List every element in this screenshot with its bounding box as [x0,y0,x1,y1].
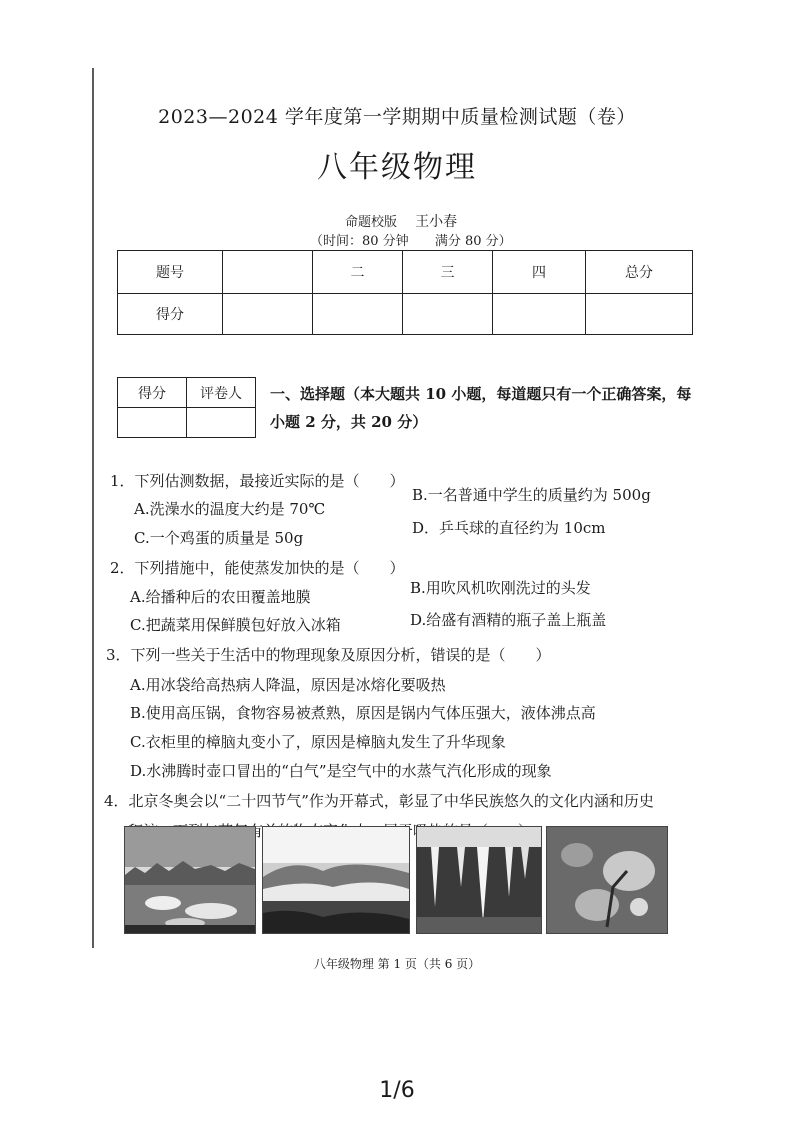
col-header-total: 总分 [586,251,693,294]
score-cell[interactable] [313,294,403,335]
grader-table [117,377,256,438]
q1-option-a: A.洗澡水的温度大约是 70℃ [134,500,326,518]
question-2-stem: 2．下列措施中，能使蒸发加快的是（ ） [110,559,405,577]
q3-option-c: C.衣柜里的樟脑丸变小了，原因是樟脑丸发生了升华现象 [130,733,506,751]
setter-line [345,211,457,231]
q3-option-b: B.使用高压锅，食物容易被煮熟，原因是锅内气体压强大，液体沸点高 [130,704,596,722]
q1-option-d: D．乒乓球的直径约为 10cm [412,519,606,537]
q2-option-a: A.给播种后的农田覆盖地膜 [130,588,311,606]
question-4-stem-line-1: 4．北京冬奥会以“二十四节气”作为开幕式，彰显了中华民族悠久的文化内涵和历史 [104,792,654,810]
q4-photo-frost-leaf [546,826,668,934]
time-info: （时间：80 分钟 [310,234,409,249]
page-indicator: 1/6 [379,1078,415,1103]
row-label-score: 得分 [118,294,223,335]
q3-option-a: A.用冰袋给高热病人降温，原因是冰熔化要吸热 [130,676,446,694]
q2-option-b: B.用吹风机吹刚洗过的头发 [410,579,591,597]
q4-photo-icicles [416,826,542,934]
col-header-3: 三 [403,251,493,294]
q3-option-d: D.水沸腾时壶口冒出的“白气”是空气中的水蒸气汽化形成的现象 [130,762,552,780]
q1-option-c: C.一个鸡蛋的质量是 50g [134,529,304,547]
q4-photo-misty-hills [262,826,410,934]
score-cell[interactable] [493,294,586,335]
grader-score-cell[interactable] [118,408,187,438]
grader-score-label: 得分 [118,378,187,408]
score-cell[interactable] [223,294,313,335]
q4-photo-frozen-lake [124,826,256,934]
score-table-score-row [118,294,693,335]
row-label-question-no: 题号 [118,251,223,294]
score-table [117,250,693,335]
q1-option-b: B.一名普通中学生的质量约为 500g [412,486,651,504]
full-score-info: 满分 80 分） [434,234,512,249]
page-footer: 八年级物理 第 1 页（共 6 页） [313,957,481,971]
score-table-header-row [118,251,693,294]
page-edge [92,68,94,948]
score-cell[interactable] [403,294,493,335]
subject-title: 八年级物理 [317,150,477,185]
setter-name: 王小春 [415,214,458,230]
q2-option-d: D.给盛有酒精的瓶子盖上瓶盖 [410,611,607,629]
grader-name-cell[interactable] [187,408,256,438]
score-cell-total[interactable] [586,294,693,335]
exam-title: 2023—2024 学年度第一学期期中质量检测试题（卷） [158,106,636,128]
col-header-1 [223,251,313,294]
question-1-stem: 1．下列估测数据，最接近实际的是（ ） [110,472,405,490]
grader-name-label: 评卷人 [187,378,256,408]
time-score-line [310,230,512,249]
question-3-stem: 3．下列一些关于生活中的物理现象及原因分析，错误的是（ ） [106,646,551,664]
col-header-2: 二 [313,251,403,294]
section-1-heading: 一、选择题（本大题共 10 小题，每道题只有一个正确答案，每小题 2 分，共 20 分） [270,385,692,431]
setter-label: 命题校版 [345,215,398,230]
q2-option-c: C.把蔬菜用保鲜膜包好放入冰箱 [130,616,341,634]
col-header-4: 四 [493,251,586,294]
